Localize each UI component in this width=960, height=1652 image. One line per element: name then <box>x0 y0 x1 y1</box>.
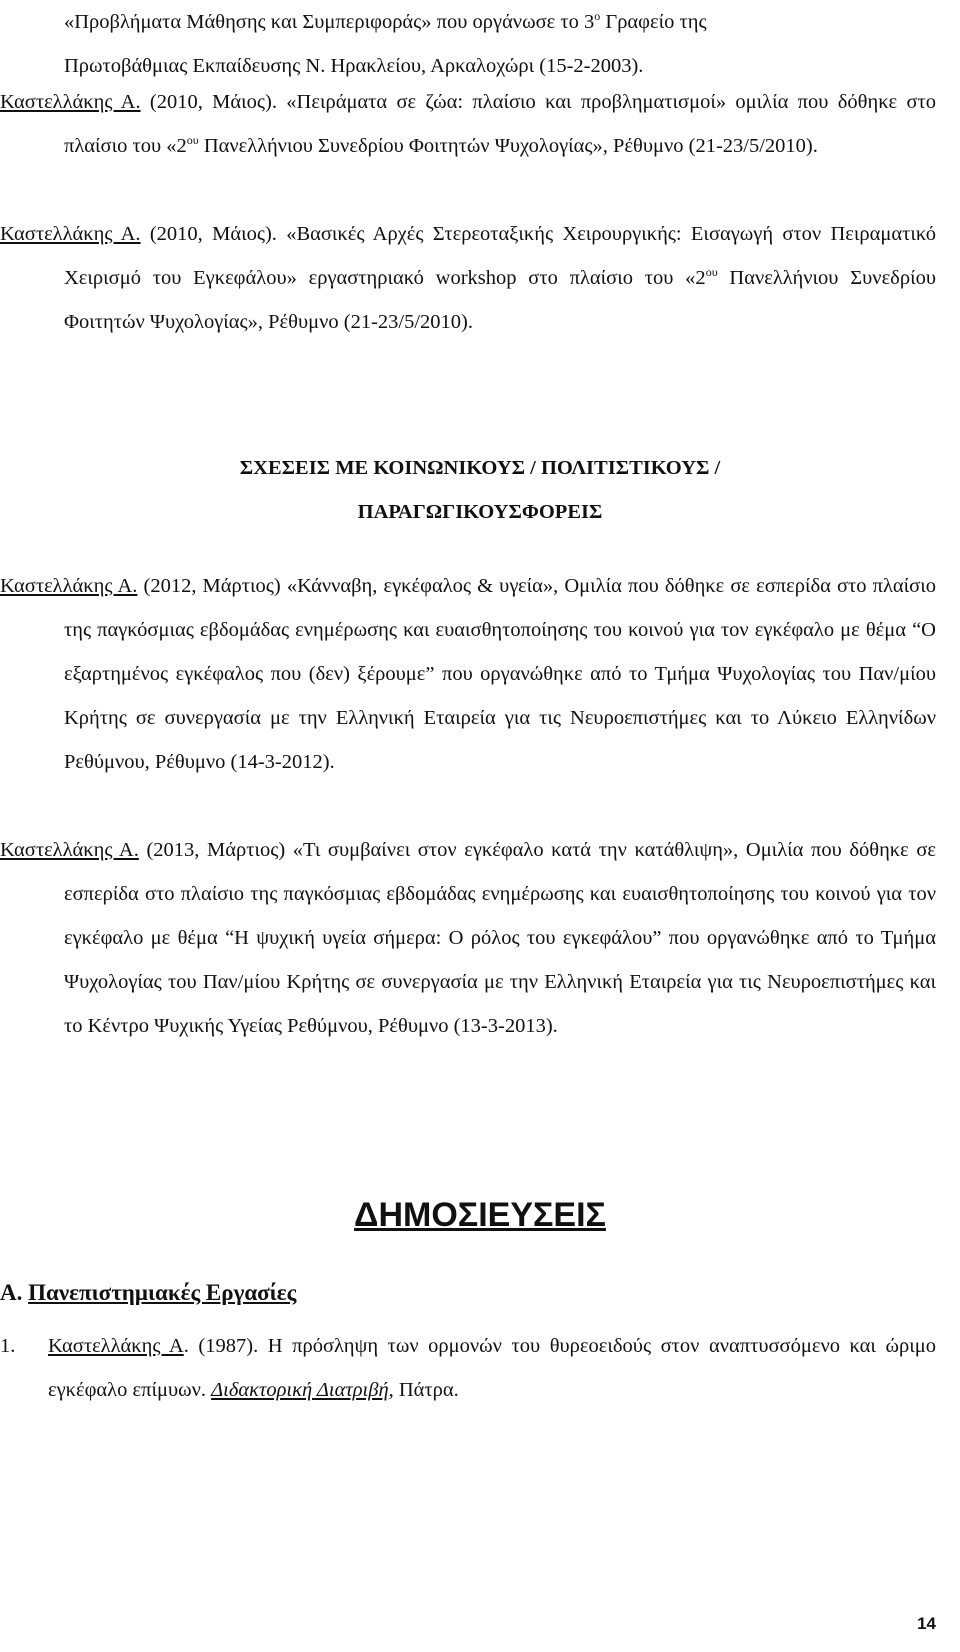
author: Καστελλάκης Α <box>48 1335 184 1357</box>
entry-text: (2010, Μάιος). «Πειράματα σε ζώα: πλαίσιο και προβληματισμοί» ομιλία που δόθηκε στο πλαίσιο του «2 <box>64 91 936 157</box>
item-body <box>48 1324 936 1412</box>
entry-2010-experiments <box>0 80 936 168</box>
subsection-heading <box>0 1280 296 1306</box>
section-heading-relations <box>0 446 960 534</box>
item-number: 1. <box>0 1335 16 1357</box>
heading-line: ΠΑΡΑΓΩΓΙΚΟΥΣΦΟΡΕΙΣ <box>357 501 603 523</box>
superscript: ου <box>705 265 718 280</box>
entry-2013-depression <box>0 828 936 1048</box>
entry-continuation <box>64 0 936 88</box>
entry-text: (2010, Μάιος). «Βασικές Αρχές Στερεοταξικής Χειρουργικής: Εισαγωγή στον Πειραματικό Χειρισμό του Εγκεφάλου» εργαστηριακό workshop στο πλαίσιο του «2 <box>64 223 936 289</box>
entry-text: Πανελλήνιου Συνεδρίου Φοιτητών Ψυχολογίας», Ρέθυμνο (21-23/5/2010). <box>64 267 936 333</box>
entry-2012-cannabis <box>0 564 936 784</box>
author: Καστελλάκης Α. <box>0 223 141 245</box>
thesis-type: Διδακτορική Διατριβή <box>211 1379 389 1401</box>
publications-heading: ΔΗΜΟΣΙΕΥΣΕΙΣ <box>354 1196 606 1234</box>
superscript: ου <box>186 133 199 148</box>
author: Καστελλάκης Α. <box>0 575 138 597</box>
entry-text: , Πάτρα. <box>388 1379 459 1401</box>
page-number: 14 <box>917 1614 936 1633</box>
entry-text: Πανελλήνιου Συνεδρίου Φοιτητών Ψυχολογίας», Ρέθυμνο (21-23/5/2010). <box>198 135 818 157</box>
heading-line: ΣΧΕΣΕΙΣ ΜΕ ΚΟΙΝΩΝΙΚΟΥΣ / ΠΟΛΙΤΙΣΤΙΚΟΥΣ / <box>239 457 721 479</box>
superscript: ο <box>594 9 601 24</box>
subsection-title: Πανεπιστημιακές Εργασίες <box>28 1280 297 1305</box>
subsection-label: Α. <box>0 1280 23 1305</box>
entry-text: . (1987). Η πρόσληψη των ορμονών του θυρεοειδούς στον αναπτυσσόμενο και ώριμο εγκέφαλο επίμυων. <box>48 1335 936 1401</box>
entry-text: «Προβλήματα Μάθησης και Συμπεριφοράς» που οργάνωσε το 3 <box>64 11 595 33</box>
author: Καστελλάκης Α. <box>0 839 139 861</box>
publication-item <box>0 1324 936 1412</box>
entry-text: (2012, Μάρτιος) «Κάνναβη, εγκέφαλος & υγεία», Ομιλία που δόθηκε σε εσπερίδα στο πλαίσιο της παγκόσμιας εβδομάδας ενημέρωσης και ευαισθητοποίησης του κοινού για τον εγκέφαλο με θέμα “Ο εξαρτημένος εγκέφαλος που (δεν) ξέρουμε” που οργανώθηκε από το Τμήμα Ψυχολογίας του Παν/μίου Κρήτης σε συνεργασία με την Ελληνική Εταιρεία για τις Νευροεπιστήμες και το Λύκειο Ελληνίδων Ρεθύμνου, Ρέθυμνο (14-3-2012). <box>64 575 936 773</box>
entry-2010-workshop <box>0 212 936 344</box>
entry-text: Γραφείο της <box>600 11 707 33</box>
author: Καστελλάκης Α. <box>0 91 141 113</box>
entry-text: Πρωτοβάθμιας Εκπαίδευσης Ν. Ηρακλείου, Αρκαλοχώρι (15-2-2003). <box>64 55 644 77</box>
entry-text: (2013, Μάρτιος) «Τι συμβαίνει στον εγκέφαλο κατά την κατάθλιψη», Ομιλία που δόθηκε σε εσπερίδα στο πλαίσιο της παγκόσμιας εβδομάδας ενημέρωσης και ευαισθητοποίησης του κοινού για τον εγκέφαλο με θέμα “Η ψυχική υγεία σήμερα: Ο ρόλος του εγκεφάλου” που οργανώθηκε από το Τμήμα Ψυχολογίας του Παν/μίου Κρήτης σε συνεργασία με την Ελληνική Εταιρεία για τις Νευροεπιστήμες και το Κέντρο Ψυχικής Υγείας Ρεθύμνου, Ρέθυμνο (13-3-2013). <box>64 839 936 1037</box>
